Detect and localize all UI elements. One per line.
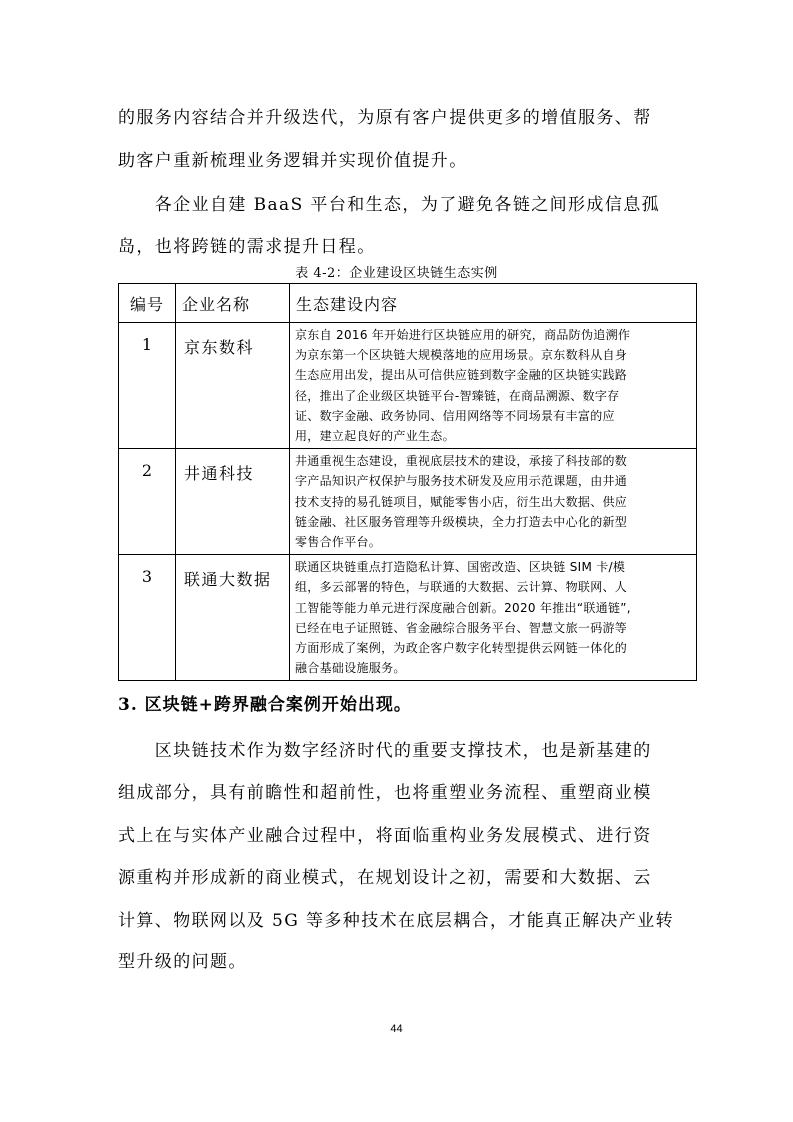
table-caption: 表 4-2：企业建设区块链生态实例 <box>295 266 498 281</box>
body-text-line: 计算、物联网以及 5G 等多种技术在底层耦合，才能真正解决产业转 <box>118 911 675 931</box>
ecosystem-description <box>290 323 697 449</box>
company-name: 井通科技 <box>176 449 290 555</box>
description-line: 技术支持的易孔链项目，赋能零售小店，衍生出大数据、供应 <box>295 494 628 509</box>
description-line: 组，多云部署的特色，与联通的大数据、云计算、物联网、人 <box>295 580 628 595</box>
company-name: 联通大数据 <box>176 555 290 681</box>
page-number: 44 <box>390 1023 403 1035</box>
body-text-line: 区块链技术作为数字经济时代的重要支撑技术，也是新基建的 <box>118 741 652 761</box>
header-no: 编号 <box>119 284 176 323</box>
body-text-line: 的服务内容结合并升级迭代，为原有客户提供更多的增值服务、帮 <box>118 108 652 128</box>
description-line: 井通重视生态建设，重视底层技术的建设，承接了科技部的数 <box>295 454 628 469</box>
description-line: 链金融、社区服务管理等升级模块，全力打造去中心化的新型 <box>295 514 628 529</box>
description-line: 融合基础设施服务。 <box>295 661 406 676</box>
ecosystem-description <box>290 555 697 681</box>
body-text-line: 组成部分，具有前瞻性和超前性，也将重塑业务流程、重塑商业模 <box>118 783 652 803</box>
body-text-line: 各企业自建 BaaS 平台和生态，为了避免各链之间形成信息孤 <box>118 195 661 215</box>
row-number: 1 <box>119 323 176 449</box>
body-text-line: 岛，也将跨链的需求提升日程。 <box>118 237 376 257</box>
body-text-line: 式上在与实体产业融合过程中，将面临重构业务发展模式、进行资 <box>118 826 652 846</box>
description-line: 零售合作平台。 <box>295 535 382 550</box>
body-text-line: 型升级的问题。 <box>118 952 247 972</box>
description-line: 联通区块链重点打造隐私计算、国密改造、区块链 SIM 卡/模 <box>295 560 626 575</box>
company-name: 京东数科 <box>176 323 290 449</box>
header-company: 企业名称 <box>176 284 290 323</box>
description-line: 生态应用出发，提出从可信供应链到数字金融的区块链实践路 <box>295 368 628 383</box>
body-text-line: 源重构并形成新的商业模式，在规划设计之初，需要和大数据、云 <box>118 868 652 888</box>
description-line: 径，推出了企业级区块链平台-智臻链，在商品溯源、数字存 <box>295 388 620 403</box>
description-line: 方面形成了案例，为政企客户数字化转型提供云网链一体化的 <box>295 641 628 656</box>
section-heading: 3. 区块链+跨界融合案例开始出现。 <box>118 695 412 715</box>
row-number: 3 <box>119 555 176 681</box>
table-header-row <box>119 284 697 323</box>
ecosystem-description <box>290 449 697 555</box>
row-number: 2 <box>119 449 176 555</box>
ecosystem-table <box>118 283 697 681</box>
description-line: 证、数字金融、政务协同、信用网络等不同场景有丰富的应 <box>295 408 615 423</box>
description-line: 工智能等能力单元进行深度融合创新。2020 年推出“联通链”, <box>295 600 631 615</box>
body-text-line: 助客户重新梳理业务逻辑并实现价值提升。 <box>118 151 468 171</box>
table-row <box>119 323 697 449</box>
description-line: 已经在电子证照链、省金融综合服务平台、智慧文旅一码游等 <box>295 620 628 635</box>
description-line: 为京东第一个区块链大规模落地的应用场景。京东数科从自身 <box>295 348 628 363</box>
description-line: 用，建立起良好的产业生态。 <box>295 429 455 444</box>
table-row <box>119 449 697 555</box>
description-line: 字产品知识产权保护与服务技术研发及应用示范课题，由井通 <box>295 474 628 489</box>
table-row <box>119 555 697 681</box>
description-line: 京东自 2016 年开始进行区块链应用的研究，商品防伪追溯作 <box>295 328 631 342</box>
header-content: 生态建设内容 <box>290 284 697 323</box>
